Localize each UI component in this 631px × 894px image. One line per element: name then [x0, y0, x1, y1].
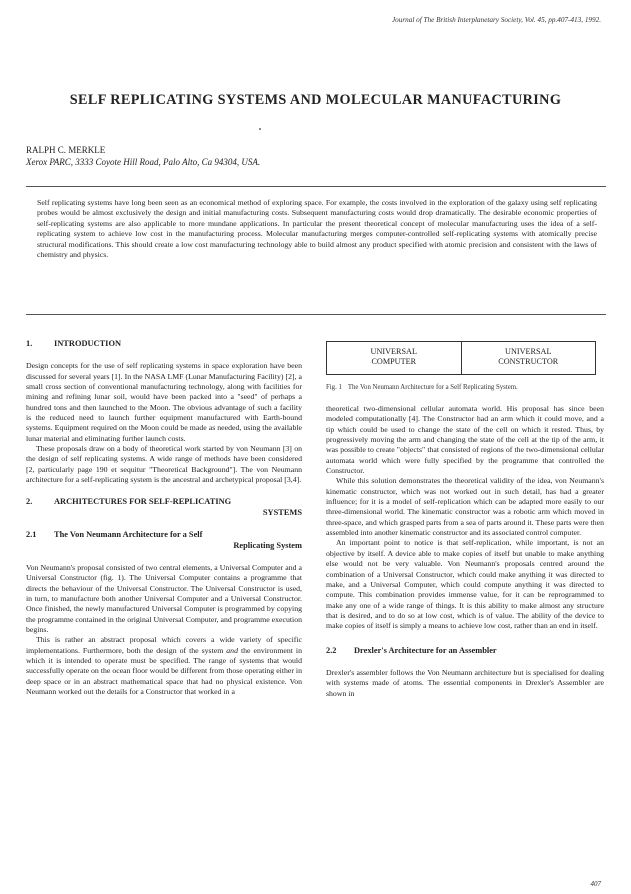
figure-1-diagram	[326, 341, 596, 375]
box-label-line1: UNIVERSAL	[370, 347, 417, 356]
box-label-line1: UNIVERSAL	[505, 347, 552, 356]
section-1-heading	[26, 339, 302, 349]
subsection-2-2-heading	[326, 646, 604, 656]
abstract: Self replicating systems have long been seen as an economical method of exploring space. For example, the costs involved in the exploration of the galaxy using self replicating probes would be almost exclusively the design and initial manufacturing costs. Subsequent manufacturing costs would drop dramatically. The desirable economic properties of self-replicating systems are also applicable to more mundane applications. In particular the present theoretical concept of molecular manufacturing uses the idea of a self-replicating system to achieve low cost in the manufacturing process. Molecular manufacturing merges computer-controlled self-replicating systems with atomically precise structural modifications. This should create a low cost manufacturing technology able to build almost any product specified with atomic precision and consistent with the laws of chemistry and physics.	[37, 198, 597, 260]
figure-number: Fig. 1	[326, 384, 342, 391]
subsection-number: 2.2	[326, 645, 337, 655]
universal-computer-box	[327, 342, 461, 374]
vn-paragraph-1: Von Neumann's proposal consisted of two central elements, a Universal Computer and a Universal Constructor (fig. 1). The Universal Computer contains a programme that directs the behaviour of the Universal Constructor. The Universal Constructor is used, in turn, to manufacture both another Universal Computer and a Universal Constructor. Once finished, the newly manufactured Universal Computer is programmed by copying the programme contained in the original Universal Computer, and programme execution begins.	[26, 562, 302, 634]
right-column	[326, 404, 604, 699]
page-number: 407	[590, 880, 601, 888]
section-2-heading	[26, 497, 302, 518]
box-label-line2: COMPUTER	[371, 357, 417, 366]
subsection-2-1-heading	[26, 530, 302, 551]
section-title: INTRODUCTION	[54, 339, 122, 348]
abstract-top-rule	[26, 186, 606, 187]
right-paragraph-3: An important point to notice is that self-replication, while important, is not an objective by itself. A device able to make copies of itself but unable to make anything else would not be very valuable. Von Neumann's proposals centred around the combination of a Universal Constructor, which could make anything it was directed to make, and a Universal Computer, which could compute anything it was directed to compute. This combination provides immense value, for it can be reprogrammed to make any one of a wide range of things. It is this ability to make almost any structure that is desired, and to do so at low cost, which is of value. The ability of the device to make copies of itself is simply a means to achieve low cost, rather than an end in itself.	[326, 538, 604, 631]
vn-paragraph-2	[26, 635, 302, 697]
universal-constructor-box	[461, 342, 596, 374]
caption-text: The Von Neumann Architecture for a Self Replicating System.	[347, 384, 518, 391]
box-label-line2: CONSTRUCTOR	[498, 357, 559, 366]
section-title-line2: SYSTEMS	[262, 507, 302, 517]
intro-paragraph-2: These proposals draw on a body of theoretical work started by von Neumann [3] on the design of self replicating systems. A wide range of methods have been considered [2, particularly page 190 et sequitur "Theoretical Background"]. The von Neumann architecture for a self-replicating system is the ancestral and archetypical proposal [3,4].	[26, 444, 302, 485]
right-paragraph-1: theoretical two-dimensional cellular automata world. His proposal has since been modeled computationally [4]. The Constructor had an arm which it could move, and a tip which could be used to change the state of the cell on which it rested. Thus, by progressively moving the arm and changing the state of the cell at the tip of the arm, it was possible to create "objects" that consisted of regions of the two-dimensional cellular automata world which were fully specified by the programme that controlled the Constructor.	[326, 404, 604, 476]
paper-title: SELF REPLICATING SYSTEMS AND MOLECULAR MANUFACTURING	[69, 92, 562, 108]
author-name: RALPH C. MERKLE	[26, 145, 106, 155]
author-affiliation: Xerox PARC, 3333 Coyote Hill Road, Palo Alto, Ca 94304, USA.	[26, 157, 261, 167]
right-paragraph-4: Drexler's assembler follows the Von Neumann architecture but is specialised for dealing with systems made of atoms. The essential components in Drexler's Assembler are shown in	[326, 667, 604, 698]
text-run: the environment in which it is intended to operate must be specified. The range of systems that would successfully operate on the ocean floor would be different from those operating either in deep space or in an abstract mathematical space that had no physical existence. Von Neumann worked out the details for a Constructor that worked in a	[26, 645, 302, 696]
abstract-bottom-rule	[26, 314, 606, 315]
section-title-line1: ARCHITECTURES FOR SELF-REPLICATING	[54, 497, 232, 507]
section-number: 1.	[26, 339, 33, 348]
emphasis-text: and	[226, 645, 238, 655]
subsection-title-line2: Replicating System	[233, 540, 302, 550]
subsection-number: 2.1	[26, 530, 37, 540]
subsection-title: Drexler's Architecture for an Assembler	[354, 645, 497, 655]
subsection-title-line1: The Von Neumann Architecture for a Self	[54, 530, 203, 540]
left-column	[26, 339, 302, 697]
intro-paragraph-1: Design concepts for the use of self replicating systems in space exploration have been discussed for several years [1]. In the NASA LMF (Lunar Manufacturing Facility) [2], a small cross section of conventional manufacturing technology, along with facilities for mining and refining lunar soil, would have been packed into a "seed" of perhaps a hundred tons and then launched to the Moon. The obvious advantage of such a facility is the reduced need to launch further equipment manufactured with Earth-bound systems. Equipment required on the Moon could be made as needed, using the available lunar material and eliminating further launch costs.	[26, 361, 302, 443]
speck-mark	[259, 128, 261, 130]
right-paragraph-2: While this solution demonstrates the theoretical validity of the idea, von Neumann's kinematic constructor, which was not worked out in such detail, has had a greater influence; for it is a model of self-replication which can be adapted more easily to our three-dimensional world. The kinematic constructor was a robotic arm which moved in three-space, and which grasped parts from a sea of parts around it. These parts were then assembled into another kinematic constructor and its associated control computer.	[326, 476, 604, 538]
text-run: This is rather an abstract proposal which covers a wide variety of specific implementations. Furthermore, both the design of the system	[26, 635, 302, 655]
section-number: 2.	[26, 497, 33, 507]
figure-1-caption	[326, 384, 606, 391]
journal-header: Journal of The British Interplanetary Society, Vol. 45, pp.407-413, 1992.	[391, 16, 601, 24]
